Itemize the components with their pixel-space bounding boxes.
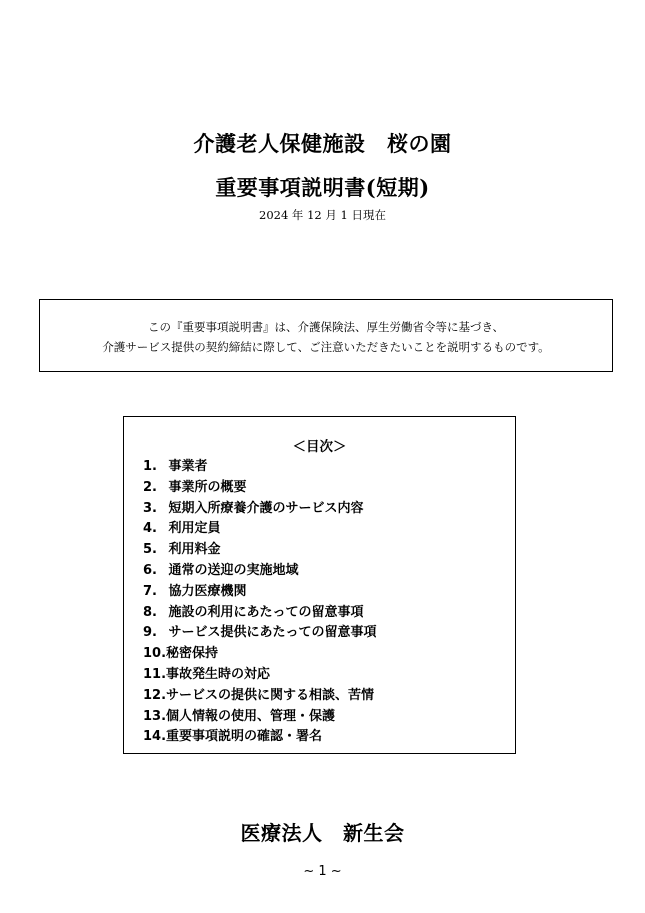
toc-item-label: サービスの提供に関する相談、苦情 bbox=[166, 687, 375, 703]
toc-item-number: 8. bbox=[143, 604, 157, 620]
toc-item bbox=[143, 540, 377, 561]
corporation-name: 医療法人 新生会 bbox=[240, 821, 405, 845]
toc-item bbox=[143, 686, 377, 707]
toc-item-label: 個人情報の使用、管理・保護 bbox=[166, 708, 336, 724]
toc-item bbox=[143, 582, 377, 603]
toc-item bbox=[143, 519, 377, 540]
toc-item-label: サービス提供にあたっての留意事項 bbox=[168, 625, 377, 641]
toc-item bbox=[143, 623, 377, 644]
toc-item-label: 利用定員 bbox=[168, 521, 221, 537]
as-of-date: 2024 年 12 月 1 日現在 bbox=[259, 208, 386, 222]
toc-item-label: 重要事項説明の確認・署名 bbox=[166, 729, 323, 745]
toc-item-label: 秘密保持 bbox=[166, 646, 219, 662]
toc-item bbox=[143, 727, 377, 748]
notice-line-1: この『重要事項説明書』は、介護保険法、厚生労働省令等に基づき、 bbox=[147, 320, 505, 334]
toc-item-label: 事故発生時の対応 bbox=[166, 666, 271, 682]
toc-item bbox=[143, 644, 377, 665]
toc-item-number: 14. bbox=[143, 729, 167, 745]
toc-item-number: 11. bbox=[143, 666, 167, 682]
toc-item-number: 13. bbox=[143, 708, 167, 724]
toc-item bbox=[143, 561, 377, 582]
toc-item-label: 施設の利用にあたっての留意事項 bbox=[168, 604, 364, 620]
document-title: 重要事項説明書(短期) bbox=[215, 175, 430, 200]
table-of-contents bbox=[123, 416, 516, 754]
toc-item-number: 3. bbox=[143, 500, 157, 516]
notice-box bbox=[39, 299, 613, 372]
toc-item-label: 利用料金 bbox=[168, 542, 221, 558]
toc-item-number: 6. bbox=[143, 562, 157, 578]
toc-list bbox=[143, 457, 377, 748]
page-number: ~ 1 ~ bbox=[303, 864, 342, 879]
toc-item-label: 事業者 bbox=[168, 459, 208, 474]
notice-line-2: 介護サービス提供の契約締結に際して、ご注意いただきたいことを説明するものです。 bbox=[102, 340, 550, 354]
toc-item bbox=[143, 478, 377, 499]
toc-item-number: 10. bbox=[143, 646, 167, 662]
facility-name: 介護老人保健施設 桜の園 bbox=[193, 131, 452, 156]
toc-item-label: 短期入所療養介護のサービス内容 bbox=[168, 500, 364, 516]
toc-item-number: 12. bbox=[143, 687, 167, 703]
toc-heading: ＜目次＞ bbox=[292, 439, 347, 455]
toc-item-number: 2. bbox=[143, 479, 157, 495]
toc-item-label: 協力医療機関 bbox=[168, 583, 247, 599]
toc-item-number: 1. bbox=[143, 459, 157, 474]
toc-item bbox=[143, 499, 377, 520]
toc-item-number: 5. bbox=[143, 542, 157, 558]
toc-item bbox=[143, 665, 377, 686]
toc-item-number: 9. bbox=[143, 625, 157, 641]
toc-item-number: 4. bbox=[143, 521, 157, 537]
toc-item bbox=[143, 603, 377, 624]
toc-item-number: 7. bbox=[143, 583, 157, 599]
toc-item bbox=[143, 707, 377, 728]
toc-item-label: 事業所の概要 bbox=[168, 479, 247, 495]
toc-item bbox=[143, 457, 377, 478]
toc-item-label: 通常の送迎の実施地域 bbox=[168, 562, 299, 578]
